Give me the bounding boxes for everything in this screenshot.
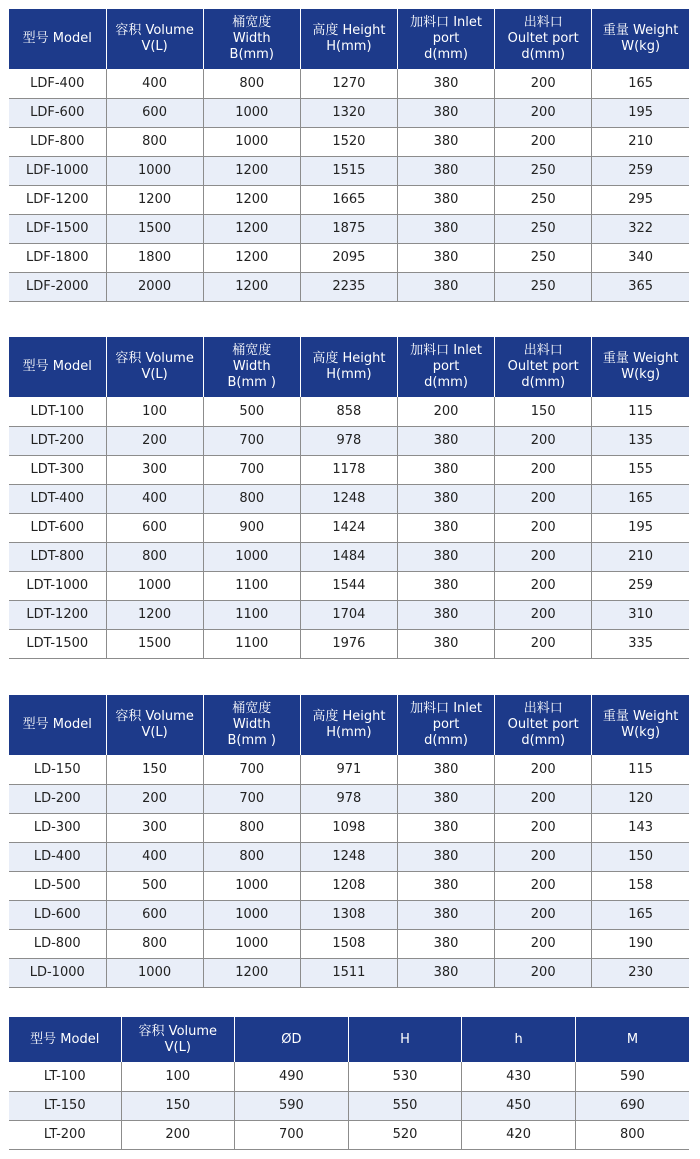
cell-height: 978 bbox=[300, 426, 397, 455]
cell-inlet: 380 bbox=[397, 426, 494, 455]
cell-height: 2235 bbox=[300, 272, 397, 301]
cell-inlet: 380 bbox=[397, 842, 494, 871]
table-row bbox=[9, 272, 689, 301]
cell-inlet: 380 bbox=[397, 513, 494, 542]
cell-height: 1248 bbox=[300, 484, 397, 513]
cell-width: 800 bbox=[203, 484, 300, 513]
cell-volume: 200 bbox=[106, 426, 203, 455]
cell-height: 1976 bbox=[300, 629, 397, 658]
col-inlet-header: 加料口 Inlet port d(mm) bbox=[397, 695, 494, 755]
spec-table-ldt bbox=[9, 337, 689, 659]
header-row bbox=[9, 9, 689, 69]
table-row bbox=[9, 600, 689, 629]
cell-model: LD-800 bbox=[9, 929, 106, 958]
cell-outlet: 250 bbox=[495, 272, 592, 301]
cell-width: 700 bbox=[203, 455, 300, 484]
cell-volume: 1200 bbox=[106, 185, 203, 214]
table-row bbox=[9, 784, 689, 813]
cell-outlet: 200 bbox=[495, 426, 592, 455]
cell-width: 800 bbox=[203, 813, 300, 842]
table-row bbox=[9, 214, 689, 243]
col-width-header: 桶宽度 Width B(mm) bbox=[203, 9, 300, 69]
cell-inlet: 380 bbox=[397, 272, 494, 301]
cell-model: LDT-1500 bbox=[9, 629, 106, 658]
cell-outlet: 250 bbox=[495, 243, 592, 272]
table-row bbox=[9, 484, 689, 513]
cell-weight: 210 bbox=[592, 542, 689, 571]
cell-width: 900 bbox=[203, 513, 300, 542]
col-h-upper-header: H bbox=[348, 1017, 462, 1062]
cell-outlet: 200 bbox=[495, 629, 592, 658]
cell-outlet: 200 bbox=[495, 813, 592, 842]
cell-model: LD-200 bbox=[9, 784, 106, 813]
cell-weight: 335 bbox=[592, 629, 689, 658]
cell-outlet: 200 bbox=[495, 571, 592, 600]
cell-outlet: 200 bbox=[495, 600, 592, 629]
cell-volume: 1500 bbox=[106, 629, 203, 658]
cell-diameter: 700 bbox=[235, 1120, 349, 1149]
cell-inlet: 380 bbox=[397, 871, 494, 900]
col-outlet-header: 出料口 Oultet port d(mm) bbox=[495, 9, 592, 69]
cell-model: LDT-300 bbox=[9, 455, 106, 484]
cell-volume: 100 bbox=[121, 1062, 235, 1091]
cell-width: 1000 bbox=[203, 871, 300, 900]
cell-height: 2095 bbox=[300, 243, 397, 272]
cell-volume: 600 bbox=[106, 900, 203, 929]
table-row bbox=[9, 755, 689, 784]
cell-inlet: 380 bbox=[397, 958, 494, 987]
cell-width: 800 bbox=[203, 69, 300, 98]
cell-h-lower: 420 bbox=[462, 1120, 576, 1149]
table-row bbox=[9, 929, 689, 958]
cell-weight: 143 bbox=[592, 813, 689, 842]
cell-weight: 230 bbox=[592, 958, 689, 987]
cell-volume: 800 bbox=[106, 929, 203, 958]
cell-height: 1665 bbox=[300, 185, 397, 214]
cell-inlet: 380 bbox=[397, 813, 494, 842]
cell-width: 1100 bbox=[203, 600, 300, 629]
cell-volume: 400 bbox=[106, 842, 203, 871]
cell-outlet: 250 bbox=[495, 185, 592, 214]
cell-m: 590 bbox=[575, 1062, 689, 1091]
cell-diameter: 490 bbox=[235, 1062, 349, 1091]
cell-model: LD-400 bbox=[9, 842, 106, 871]
cell-volume: 400 bbox=[106, 484, 203, 513]
header-row bbox=[9, 337, 689, 397]
table-row bbox=[9, 69, 689, 98]
cell-h-upper: 550 bbox=[348, 1091, 462, 1120]
cell-m: 800 bbox=[575, 1120, 689, 1149]
cell-weight: 115 bbox=[592, 755, 689, 784]
cell-volume: 1000 bbox=[106, 156, 203, 185]
cell-width: 800 bbox=[203, 842, 300, 871]
cell-outlet: 200 bbox=[495, 755, 592, 784]
cell-inlet: 200 bbox=[397, 397, 494, 426]
table-row bbox=[9, 842, 689, 871]
cell-volume: 1000 bbox=[106, 958, 203, 987]
cell-volume: 600 bbox=[106, 98, 203, 127]
cell-model: LD-150 bbox=[9, 755, 106, 784]
cell-h-lower: 450 bbox=[462, 1091, 576, 1120]
cell-height: 1178 bbox=[300, 455, 397, 484]
cell-width: 1000 bbox=[203, 127, 300, 156]
col-width-header: 桶宽度 Width B(mm ) bbox=[203, 337, 300, 397]
table-body bbox=[9, 69, 689, 301]
col-model-header: 型号 Model bbox=[9, 695, 106, 755]
cell-model: LDF-1500 bbox=[9, 214, 106, 243]
cell-volume: 600 bbox=[106, 513, 203, 542]
table-body bbox=[9, 755, 689, 987]
cell-volume: 400 bbox=[106, 69, 203, 98]
table-row bbox=[9, 629, 689, 658]
cell-volume: 1200 bbox=[106, 600, 203, 629]
cell-height: 858 bbox=[300, 397, 397, 426]
cell-volume: 300 bbox=[106, 813, 203, 842]
table-body bbox=[9, 397, 689, 658]
cell-height: 1704 bbox=[300, 600, 397, 629]
table-row bbox=[9, 127, 689, 156]
cell-m: 690 bbox=[575, 1091, 689, 1120]
cell-weight: 150 bbox=[592, 842, 689, 871]
cell-height: 1424 bbox=[300, 513, 397, 542]
cell-width: 1200 bbox=[203, 243, 300, 272]
table-row bbox=[9, 1062, 689, 1091]
cell-outlet: 200 bbox=[495, 98, 592, 127]
cell-inlet: 380 bbox=[397, 600, 494, 629]
table-row bbox=[9, 900, 689, 929]
col-inlet-header: 加料口 Inlet port d(mm) bbox=[397, 9, 494, 69]
cell-model: LD-600 bbox=[9, 900, 106, 929]
cell-model: LD-300 bbox=[9, 813, 106, 842]
cell-volume: 800 bbox=[106, 127, 203, 156]
cell-outlet: 250 bbox=[495, 214, 592, 243]
col-model-header: 型号 Model bbox=[9, 1017, 121, 1062]
table-row bbox=[9, 542, 689, 571]
col-width-header: 桶宽度 Width B(mm ) bbox=[203, 695, 300, 755]
cell-model: LDF-800 bbox=[9, 127, 106, 156]
cell-inlet: 380 bbox=[397, 455, 494, 484]
col-height-header: 高度 Height H(mm) bbox=[300, 337, 397, 397]
header-row bbox=[9, 695, 689, 755]
header-row bbox=[9, 1017, 689, 1062]
cell-width: 1000 bbox=[203, 98, 300, 127]
cell-model: LDF-600 bbox=[9, 98, 106, 127]
col-weight-header: 重量 Weight W(kg) bbox=[592, 695, 689, 755]
cell-inlet: 380 bbox=[397, 929, 494, 958]
cell-model: LDT-600 bbox=[9, 513, 106, 542]
cell-inlet: 380 bbox=[397, 214, 494, 243]
cell-h-upper: 530 bbox=[348, 1062, 462, 1091]
cell-width: 1000 bbox=[203, 900, 300, 929]
cell-inlet: 380 bbox=[397, 69, 494, 98]
table-body bbox=[9, 1062, 689, 1149]
cell-model: LDF-2000 bbox=[9, 272, 106, 301]
cell-height: 978 bbox=[300, 784, 397, 813]
spec-table-ld bbox=[9, 695, 689, 988]
cell-height: 971 bbox=[300, 755, 397, 784]
cell-weight: 365 bbox=[592, 272, 689, 301]
table-row bbox=[9, 98, 689, 127]
cell-weight: 322 bbox=[592, 214, 689, 243]
cell-model: LD-500 bbox=[9, 871, 106, 900]
cell-weight: 135 bbox=[592, 426, 689, 455]
table-row bbox=[9, 243, 689, 272]
col-model-header: 型号 Model bbox=[9, 9, 106, 69]
cell-model: LDT-100 bbox=[9, 397, 106, 426]
table-row bbox=[9, 1091, 689, 1120]
table-row bbox=[9, 571, 689, 600]
cell-weight: 190 bbox=[592, 929, 689, 958]
cell-width: 1200 bbox=[203, 185, 300, 214]
cell-width: 1200 bbox=[203, 214, 300, 243]
col-volume-header: 容积 Volume V(L) bbox=[106, 9, 203, 69]
cell-volume: 200 bbox=[121, 1120, 235, 1149]
cell-outlet: 200 bbox=[495, 513, 592, 542]
table-row bbox=[9, 1120, 689, 1149]
cell-width: 1000 bbox=[203, 929, 300, 958]
table-row bbox=[9, 513, 689, 542]
cell-inlet: 380 bbox=[397, 98, 494, 127]
cell-volume: 150 bbox=[106, 755, 203, 784]
cell-volume: 500 bbox=[106, 871, 203, 900]
cell-width: 1200 bbox=[203, 272, 300, 301]
cell-outlet: 200 bbox=[495, 900, 592, 929]
col-height-header: 高度 Height H(mm) bbox=[300, 9, 397, 69]
col-volume-header: 容积 Volume V(L) bbox=[106, 695, 203, 755]
cell-model: LDF-1200 bbox=[9, 185, 106, 214]
cell-h-lower: 430 bbox=[462, 1062, 576, 1091]
cell-inlet: 380 bbox=[397, 542, 494, 571]
spec-table-ldf bbox=[9, 9, 689, 302]
cell-outlet: 200 bbox=[495, 958, 592, 987]
cell-height: 1515 bbox=[300, 156, 397, 185]
cell-model: LDT-1200 bbox=[9, 600, 106, 629]
col-volume-header: 容积 Volume V(L) bbox=[121, 1017, 235, 1062]
col-volume-header: 容积 Volume V(L) bbox=[106, 337, 203, 397]
cell-width: 1200 bbox=[203, 958, 300, 987]
cell-outlet: 200 bbox=[495, 455, 592, 484]
cell-height: 1208 bbox=[300, 871, 397, 900]
cell-outlet: 200 bbox=[495, 484, 592, 513]
cell-model: LT-100 bbox=[9, 1062, 121, 1091]
col-m-header: M bbox=[575, 1017, 689, 1062]
cell-outlet: 200 bbox=[495, 542, 592, 571]
cell-height: 1320 bbox=[300, 98, 397, 127]
col-weight-header: 重量 Weight W(kg) bbox=[592, 9, 689, 69]
cell-height: 1248 bbox=[300, 842, 397, 871]
cell-inlet: 380 bbox=[397, 185, 494, 214]
cell-width: 1200 bbox=[203, 156, 300, 185]
cell-weight: 165 bbox=[592, 484, 689, 513]
cell-volume: 150 bbox=[121, 1091, 235, 1120]
cell-width: 700 bbox=[203, 426, 300, 455]
cell-model: LDT-400 bbox=[9, 484, 106, 513]
cell-inlet: 380 bbox=[397, 571, 494, 600]
cell-model: LDF-1800 bbox=[9, 243, 106, 272]
cell-width: 500 bbox=[203, 397, 300, 426]
cell-width: 1100 bbox=[203, 571, 300, 600]
cell-volume: 100 bbox=[106, 397, 203, 426]
cell-model: LD-1000 bbox=[9, 958, 106, 987]
cell-model: LDT-1000 bbox=[9, 571, 106, 600]
cell-volume: 200 bbox=[106, 784, 203, 813]
table-row bbox=[9, 871, 689, 900]
cell-inlet: 380 bbox=[397, 127, 494, 156]
col-model-header: 型号 Model bbox=[9, 337, 106, 397]
table-row bbox=[9, 813, 689, 842]
cell-outlet: 200 bbox=[495, 842, 592, 871]
cell-weight: 120 bbox=[592, 784, 689, 813]
cell-inlet: 380 bbox=[397, 755, 494, 784]
table-row bbox=[9, 397, 689, 426]
cell-h-upper: 520 bbox=[348, 1120, 462, 1149]
cell-outlet: 200 bbox=[495, 127, 592, 156]
col-outlet-header: 出料口 Oultet port d(mm) bbox=[495, 695, 592, 755]
cell-model: LDF-1000 bbox=[9, 156, 106, 185]
col-h-lower-header: h bbox=[462, 1017, 576, 1062]
cell-volume: 800 bbox=[106, 542, 203, 571]
cell-inlet: 380 bbox=[397, 156, 494, 185]
cell-weight: 115 bbox=[592, 397, 689, 426]
cell-volume: 1000 bbox=[106, 571, 203, 600]
cell-weight: 295 bbox=[592, 185, 689, 214]
cell-weight: 195 bbox=[592, 98, 689, 127]
cell-inlet: 380 bbox=[397, 784, 494, 813]
cell-weight: 259 bbox=[592, 156, 689, 185]
cell-weight: 259 bbox=[592, 571, 689, 600]
cell-weight: 158 bbox=[592, 871, 689, 900]
cell-width: 700 bbox=[203, 784, 300, 813]
table-row bbox=[9, 156, 689, 185]
cell-weight: 195 bbox=[592, 513, 689, 542]
cell-weight: 210 bbox=[592, 127, 689, 156]
cell-width: 1000 bbox=[203, 542, 300, 571]
col-height-header: 高度 Height H(mm) bbox=[300, 695, 397, 755]
cell-inlet: 380 bbox=[397, 900, 494, 929]
cell-outlet: 250 bbox=[495, 156, 592, 185]
cell-inlet: 380 bbox=[397, 484, 494, 513]
cell-width: 1100 bbox=[203, 629, 300, 658]
cell-weight: 155 bbox=[592, 455, 689, 484]
cell-weight: 310 bbox=[592, 600, 689, 629]
cell-outlet: 200 bbox=[495, 69, 592, 98]
spec-table-lt bbox=[9, 1017, 689, 1150]
cell-inlet: 380 bbox=[397, 243, 494, 272]
cell-outlet: 150 bbox=[495, 397, 592, 426]
cell-model: LDT-200 bbox=[9, 426, 106, 455]
cell-weight: 165 bbox=[592, 69, 689, 98]
cell-volume: 2000 bbox=[106, 272, 203, 301]
cell-model: LDT-800 bbox=[9, 542, 106, 571]
table-row bbox=[9, 426, 689, 455]
cell-weight: 165 bbox=[592, 900, 689, 929]
cell-inlet: 380 bbox=[397, 629, 494, 658]
cell-height: 1508 bbox=[300, 929, 397, 958]
cell-width: 700 bbox=[203, 755, 300, 784]
cell-height: 1098 bbox=[300, 813, 397, 842]
cell-height: 1308 bbox=[300, 900, 397, 929]
col-outlet-header: 出料口 Oultet port d(mm) bbox=[495, 337, 592, 397]
cell-diameter: 590 bbox=[235, 1091, 349, 1120]
cell-model: LT-200 bbox=[9, 1120, 121, 1149]
table-row bbox=[9, 185, 689, 214]
cell-height: 1875 bbox=[300, 214, 397, 243]
cell-height: 1270 bbox=[300, 69, 397, 98]
cell-volume: 1800 bbox=[106, 243, 203, 272]
cell-model: LDF-400 bbox=[9, 69, 106, 98]
table-row bbox=[9, 455, 689, 484]
cell-height: 1544 bbox=[300, 571, 397, 600]
table-row bbox=[9, 958, 689, 987]
cell-volume: 300 bbox=[106, 455, 203, 484]
cell-model: LT-150 bbox=[9, 1091, 121, 1120]
cell-outlet: 200 bbox=[495, 871, 592, 900]
cell-height: 1520 bbox=[300, 127, 397, 156]
cell-height: 1484 bbox=[300, 542, 397, 571]
col-inlet-header: 加料口 Inlet port d(mm) bbox=[397, 337, 494, 397]
cell-weight: 340 bbox=[592, 243, 689, 272]
cell-height: 1511 bbox=[300, 958, 397, 987]
cell-volume: 1500 bbox=[106, 214, 203, 243]
cell-outlet: 200 bbox=[495, 929, 592, 958]
cell-outlet: 200 bbox=[495, 784, 592, 813]
col-weight-header: 重量 Weight W(kg) bbox=[592, 337, 689, 397]
col-diameter-header: ØD bbox=[235, 1017, 349, 1062]
